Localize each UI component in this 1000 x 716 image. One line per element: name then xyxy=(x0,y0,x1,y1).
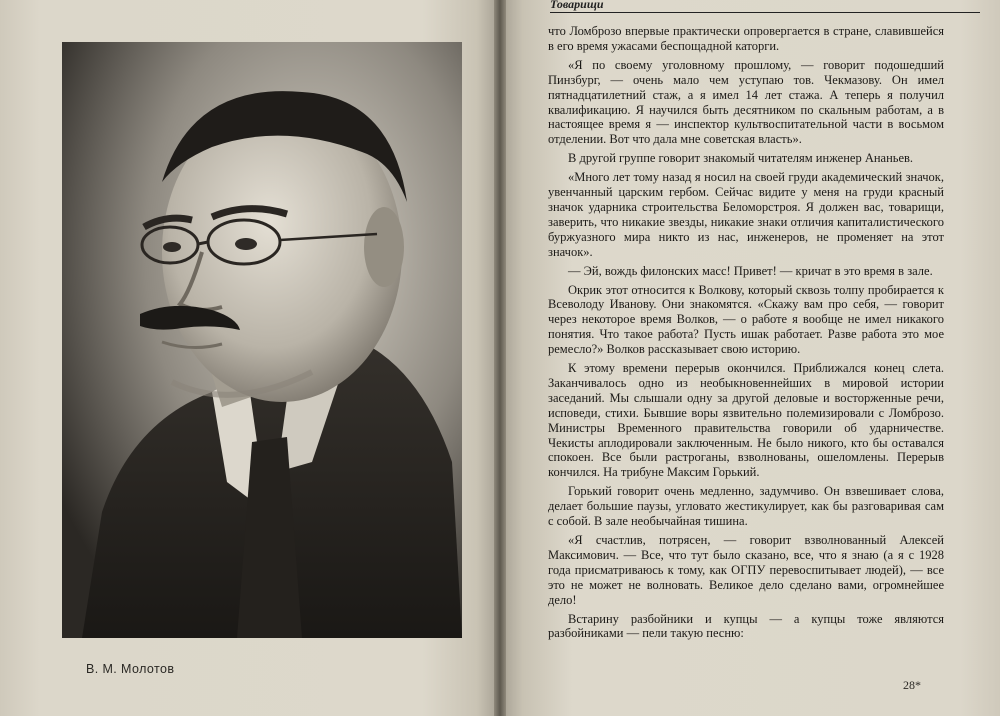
paragraph-6: Окрик этот относится к Волкову, который сквозь толпу пробирается к Всеволоду Иванову. Они знакомятся. «Скажу вам про себя, — говорит через некоторое время Волков, — о работе я вообще не имел никакого понятия. Что такое работа? Пусть ишак работает. Разве работа это мое ремесло?» Волков рассказывает свою историю. xyxy=(548,282,944,357)
paragraph-2: «Я по своему уголовному прошлому, — говорит подошедший Пинзбург, — очень мало чем уступаю тов. Чекмазову. Он имел пятнадцатилетний стаж, а я имел 14 лет стажа. А теперь я получил квалификацию. Я научился быть десятником по скальным работам, а в настоящее время я — инспектор культвоспитательной части в восьмом отделении. Вот что дала мне советская власть». xyxy=(548,57,944,147)
book-gutter xyxy=(494,0,506,716)
portrait-caption: В. М. Молотов xyxy=(86,662,175,676)
running-head xyxy=(550,0,980,13)
portrait-image xyxy=(62,42,462,638)
running-head-title: Товарищи xyxy=(550,0,604,11)
paragraph-10: Встарину разбойники и купцы — а купцы тоже являются разбойниками — пели такую песню: xyxy=(548,611,944,641)
portrait-photo xyxy=(62,42,462,638)
bleed-through-ghost xyxy=(210,0,490,14)
paragraph-7: К этому времени перерыв окончился. Приближался конец слета. Заканчивалось одно из необыкновеннейших в мировой истории заседаний. Мы слышали одну за другой деловые и восторженные речи, исповеди, стихи. Бывшие воры язвительно полемизировали с Ломброзо. Министры Временного правительства говорили об ударничестве. Чекисты аплодировали заключенным. Не было никого, кто бы оставался спокоен. Все были растроганы, взволнованы, ошеломлены. Перерыв кончился. На трибуне Максим Горький. xyxy=(548,361,944,480)
paragraph-4: «Много лет тому назад я носил на своей груди академический значок, увенчанный царским гербом. Сейчас видите у меня на груди красный значок ударника строительства Беломорстроя. Я должен вас, товарищи, заверить, что никакие звезды, никакие знаки отличия капиталистического буржуазного мира никто из нас, инженеров, не променяет на этот значок». xyxy=(548,170,944,259)
body-text xyxy=(548,24,944,645)
paragraph-9: «Я счастлив, потрясен, — говорит взволнованный Алексей Максимович. — Все, что тут было сказано, все, что я знаю (а я с 1928 года присматриваюсь к тому, как ОГПУ перевоспитывает людей), — все это не может не волновать. Великое дело сделано вами, огромнейшее дело! xyxy=(548,533,944,607)
paragraph-8: Горький говорит очень медленно, задумчиво. Он взвешивает слова, делает большие паузы, угловато жестикулирует, как бы разговаривая сам с собой. В зале необычайная тишина. xyxy=(548,484,944,529)
page-number: 28* xyxy=(903,678,921,692)
paragraph-1: что Ломброзо впервые практически опровергается в стране, славившейся в его время ужасами беспощадной каторги. xyxy=(548,24,944,53)
paragraph-3: В другой группе говорит знакомый читателям инженер Ананьев. xyxy=(568,151,914,166)
paragraph-5: — Эй, вождь филонских масс! Привет! — кричат в это время в зале. xyxy=(568,263,933,278)
